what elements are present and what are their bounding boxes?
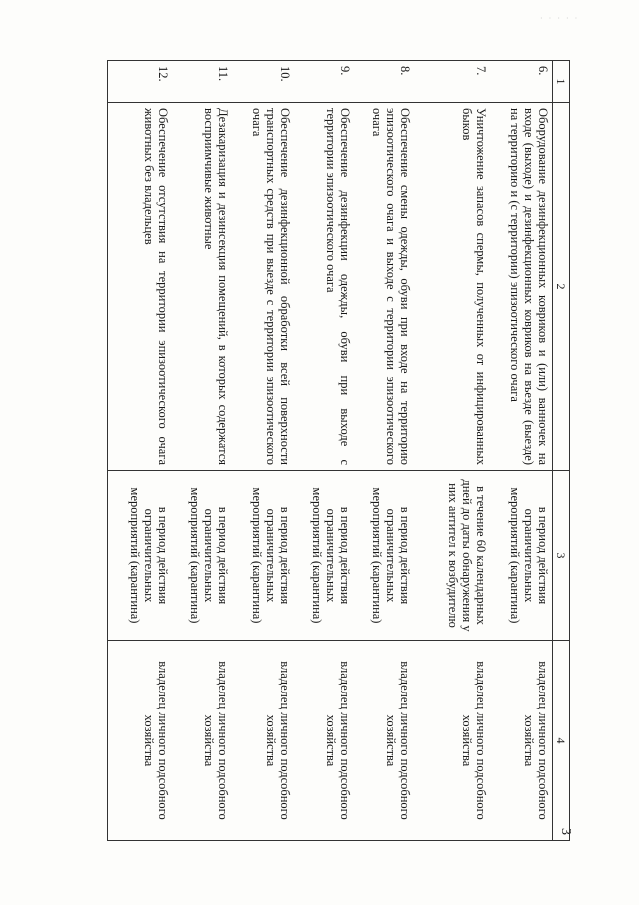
row-description: Уничтожение запасов спермы, полученных от инфицированных быков [414, 103, 490, 471]
row-term: в период действия ограничительных мероприятий (карантина) [294, 471, 354, 641]
header-col-3: 3 [553, 471, 570, 641]
row-responsible: владелец личного подсобного хозяйства [354, 641, 414, 841]
header-col-4: 4 [553, 641, 570, 841]
table-row [294, 61, 354, 841]
rotated-table-container [96, 60, 570, 840]
table-row [108, 61, 173, 841]
row-term: в период действия ограничительных мероприятий (карантина) [232, 471, 294, 641]
row-number: 10. [232, 61, 294, 103]
row-responsible: владелец личного подсобного хозяйства [414, 641, 490, 841]
row-number: 12. [108, 61, 173, 103]
row-number: 9. [294, 61, 354, 103]
measures-table [107, 60, 570, 841]
header-col-2: 2 [553, 103, 570, 471]
table-row [490, 61, 553, 841]
row-responsible: владелец личного подсобного хозяйства [490, 641, 553, 841]
scan-artifact: · · · · · [540, 14, 580, 23]
row-description: Дезакаризация и дезинсекция помещений, в которых содержатся восприимчивые животные [172, 103, 232, 471]
row-number: 11. [172, 61, 232, 103]
row-term: в период действия ограничительных мероприятий (карантина) [354, 471, 414, 641]
row-responsible: владелец личного подсобного хозяйства [108, 641, 173, 841]
table-row [232, 61, 294, 841]
row-term: в период действия ограничительных мероприятий (карантина) [108, 471, 173, 641]
row-description: Обеспечение отсутствия на территории эпизоотического очага животных без владельцев [108, 103, 173, 471]
row-number: 8. [354, 61, 414, 103]
row-description: Обеспечение дезинфекции одежды, обуви при выходе с территории эпизоотического очага [294, 103, 354, 471]
row-description: Обеспечение дезинфекционной обработки всей поверхности транспортных средств при выезде с территории эпизоотического очага [232, 103, 294, 471]
table-row [354, 61, 414, 841]
row-term: в течение 60 календарных дней до даты обнаружения у них антител к возбудителю [414, 471, 490, 641]
header-col-1: 1 [553, 61, 570, 103]
row-description: Обеспечение смены одежды, обуви при входе на территорию эпизоотического очага и выходе с территории эпизоотического очага [354, 103, 414, 471]
row-responsible: владелец личного подсобного хозяйства [294, 641, 354, 841]
page-number: 3 [558, 828, 573, 835]
row-term: в период действия ограничительных мероприятий (карантина) [490, 471, 553, 641]
table-row [172, 61, 232, 841]
row-number: 6. [490, 61, 553, 103]
row-number: 7. [414, 61, 490, 103]
row-description: Оборудование дезинфекционных ковриков и (или) ванночек на входе (выходе) и дезинфекционных ковриков на въезде (выезде) на территорию и (с территории) эпизоотического очага [490, 103, 553, 471]
header-row [553, 61, 570, 841]
table-row [414, 61, 490, 841]
row-responsible: владелец личного подсобного хозяйства [172, 641, 232, 841]
row-term: в период действия ограничительных мероприятий (карантина) [172, 471, 232, 641]
row-responsible: владелец личного подсобного хозяйства [232, 641, 294, 841]
